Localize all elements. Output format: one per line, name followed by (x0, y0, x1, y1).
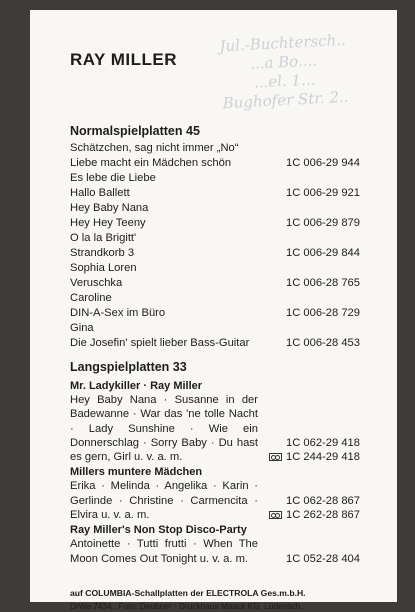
singles-heading: Normalspielplatten 45 (70, 124, 200, 138)
albums-list (70, 378, 360, 566)
album-entry (70, 523, 360, 566)
single-row (70, 186, 360, 201)
print-credits: DrWa 7434 . Foto: Deubner · Druckhaus Maack KG, Lüdensch. (70, 601, 303, 611)
single-title: Hey Baby Nana (70, 202, 149, 214)
single-row (70, 321, 360, 336)
single-title: DIN-A-Sex im Büro (70, 307, 166, 319)
album-tracks: Hey Baby Nana · Susanne in der Badewanne · War das 'ne tolle Nacht · Lady Sunshine · Wie ein Donnerschlag · Sorry Baby · Du hast es gern, Girl u. v. a. m. (70, 394, 258, 464)
single-title: Es lebe die Liebe (70, 172, 156, 184)
album-entry (70, 465, 360, 522)
catalog-number: 1C 006-28 765 (285, 277, 360, 289)
catalog-number: 1C 062-29 418 (285, 436, 360, 449)
albums-heading: Langspielplatten 33 (70, 360, 187, 374)
single-title: Die Josefin' spielt lieber Bass-Guitar (70, 337, 250, 349)
stamp-line: Jul.-Buchtersch.. (218, 30, 347, 56)
singles-list (70, 141, 360, 351)
catalog-number: 1C 062-28 867 (285, 494, 360, 507)
album-catalog-line (269, 508, 360, 522)
single-title: Liebe macht ein Mädchen schön (70, 157, 232, 169)
single-row (70, 276, 360, 291)
cassette-icon (269, 511, 282, 519)
catalog-number: 1C 262-28 867 (285, 509, 360, 522)
single-title: Sophia Loren (70, 262, 137, 274)
single-title: Hey Hey Teeny (70, 217, 146, 229)
single-title: Veruschka (70, 277, 123, 289)
catalog-number: 1C 006-28 453 (285, 337, 360, 349)
single-row (70, 291, 360, 306)
autograph-card (30, 10, 397, 611)
single-row (70, 141, 360, 156)
cassette-icon (269, 453, 282, 461)
single-row (70, 246, 360, 261)
album-title: Ray Miller's Non Stop Disco-Party (70, 524, 247, 537)
single-row (70, 306, 360, 321)
single-title: Gina (70, 322, 94, 334)
stamp-line: ...a Bo.... (249, 51, 318, 73)
single-title: Strandkorb 3 (70, 247, 135, 259)
single-title: Caroline (70, 292, 112, 304)
album-entry (70, 379, 360, 464)
single-title: Hallo Ballett (70, 187, 130, 199)
single-title: O la la Brigitt' (70, 232, 137, 244)
catalog-number: 1C 244-29 418 (285, 451, 360, 464)
album-catalog-line (269, 436, 360, 450)
album-catalog-line (269, 494, 360, 508)
artist-name: RAY MILLER (70, 50, 178, 69)
single-title: Schätzchen, sag nicht immer „No“ (70, 142, 239, 154)
catalog-number: 1C 006-29 921 (285, 187, 360, 199)
catalog-number: 1C 006-28 729 (285, 307, 360, 319)
catalog-number: 1C 006-29 944 (285, 157, 360, 169)
single-row (70, 336, 360, 351)
catalog-number: 1C 006-29 879 (285, 217, 360, 229)
catalog-number: 1C 006-29 844 (285, 247, 360, 259)
single-row (70, 261, 360, 276)
single-row (70, 216, 360, 231)
album-catalog-line (286, 552, 360, 566)
album-title: Mr. Ladykiller · Ray Miller (70, 380, 203, 392)
single-row (70, 171, 360, 186)
stamp-line: ...el. 1... (253, 70, 316, 92)
catalog-number: 1C 052-28 404 (285, 552, 360, 565)
single-row (70, 231, 360, 246)
single-row (70, 156, 360, 171)
label-footer: auf COLUMBIA-Schallplatten der ELECTROLA Ges.m.b.H. (70, 588, 306, 598)
album-catalog-line (269, 450, 360, 464)
ink-stamp (177, 29, 392, 150)
album-title: Millers muntere Mädchen (70, 466, 203, 479)
stamp-line: Bughofer Str. 2.. (222, 87, 349, 113)
single-row (70, 201, 360, 216)
album-tracks: Erika · Melinda · Angelika · Karin · Gerlinde · Christine · Carmencita · Elvira u. v. a. m. (70, 480, 258, 522)
album-tracks: Antoinette · Tutti frutti · When The Moon Comes Out Tonight u. v. a. m. (70, 538, 258, 565)
